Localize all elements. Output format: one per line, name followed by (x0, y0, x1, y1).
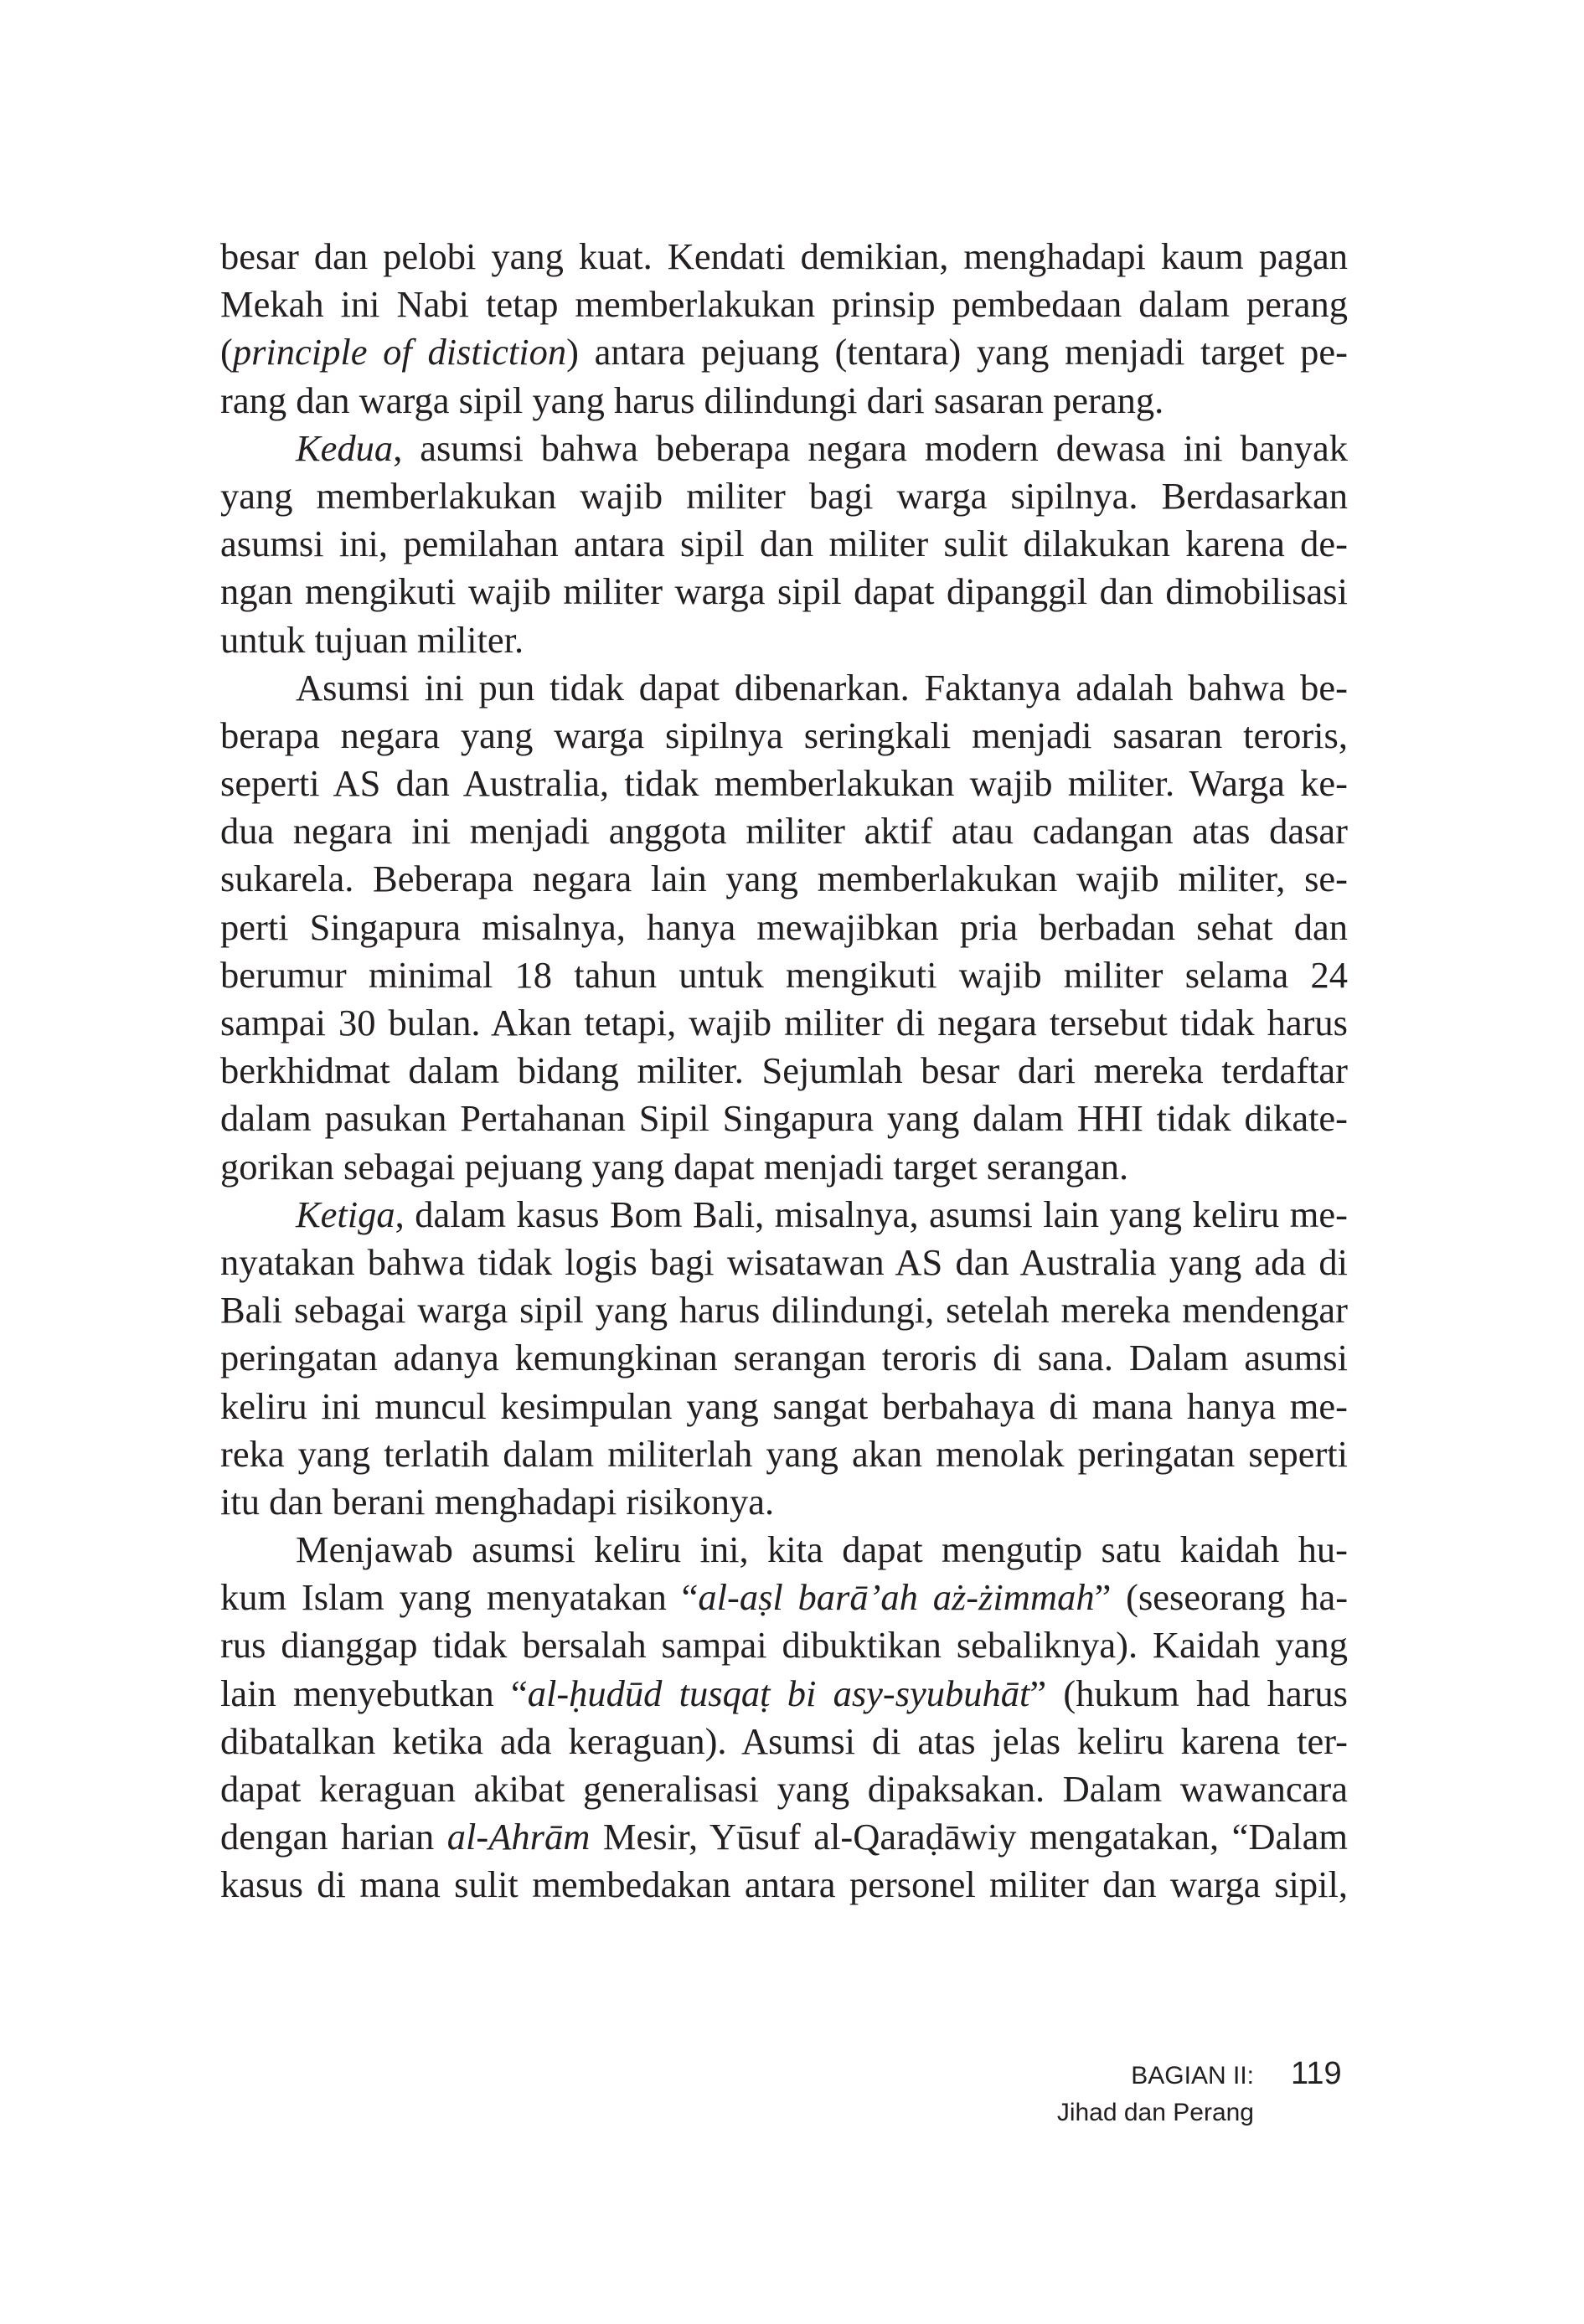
text-segment: Mesir, Yūsuf al-Qaraḍāwiy mengatakan, “Dalam (590, 1816, 1348, 1858)
text-segment: rus dianggap tidak bersalah sampai dibuktikan sebaliknya). Kaidah yang (220, 1624, 1348, 1667)
text-line (220, 1430, 1348, 1478)
text-segment: yang memberlakukan wajib militer bagi warga sipilnya. Berdasarkan (220, 474, 1348, 517)
text-line (220, 281, 1348, 328)
text-line (220, 1334, 1348, 1382)
text-line (220, 377, 1348, 425)
text-line (220, 1861, 1348, 1909)
text-line (220, 1621, 1348, 1669)
text-segment: keliru ini muncul kesimpulan yang sangat berbahaya di mana hanya me- (220, 1384, 1348, 1427)
text-line (220, 520, 1348, 568)
text-segment: ngan mengikuti wajib militer warga sipil dapat dipanggil dan dimobilisasi (220, 570, 1348, 613)
text-segment: ( (220, 331, 233, 374)
text-segment: seperti AS dan Australia, tidak memberlakukan wajib militer. Warga ke- (220, 762, 1348, 805)
text-line (220, 1670, 1348, 1718)
text-segment: peringatan adanya kemungkinan serangan teroris di sana. Dalam asumsi (220, 1337, 1348, 1379)
text-segment: lain menyebutkan “ (220, 1672, 528, 1714)
text-line (220, 951, 1348, 999)
text-segment: Asumsi ini pun tidak dapat dibenarkan. Faktanya adalah bahwa be- (296, 666, 1348, 709)
text-line (220, 472, 1348, 520)
italic-text-segment: al-ḥudūd tusqaṭ bi asy-syubuhāt (527, 1672, 1030, 1714)
text-segment: untuk tujuan militer. (220, 618, 524, 661)
text-segment: , dalam kasus Bom Bali, misalnya, asumsi lain yang keliru me- (395, 1193, 1348, 1235)
text-segment: , asumsi bahwa beberapa negara modern dewasa ini banyak (393, 426, 1348, 469)
italic-text-segment: al-aṣl barā’ah aż-żimmah (698, 1576, 1095, 1619)
italic-text-segment: Ketiga (296, 1193, 395, 1235)
text-segment: nyatakan bahwa tidak logis bagi wisatawan AS dan Australia yang ada di (220, 1240, 1348, 1283)
text-line (220, 328, 1348, 376)
text-line (220, 807, 1348, 855)
text-segment: reka yang terlatih dalam militerlah yang akan menolak peringatan seperti (220, 1432, 1348, 1475)
text-line (220, 1718, 1348, 1765)
text-line (220, 1765, 1348, 1813)
text-line (220, 855, 1348, 903)
text-line (220, 616, 1348, 664)
text-segment: itu dan berani menghadapi risikonya. (220, 1480, 775, 1523)
text-segment: berkhidmat dalam bidang militer. Sejumlah besar dari mereka terdaftar (220, 1049, 1348, 1092)
text-segment: kum Islam yang menyatakan “ (220, 1576, 699, 1619)
text-line (220, 1143, 1348, 1191)
text-line (220, 425, 1348, 472)
text-line (220, 568, 1348, 616)
text-line (220, 1478, 1348, 1526)
text-segment: sampai 30 bulan. Akan tetapi, wajib militer di negara tersebut tidak harus (220, 1002, 1348, 1043)
text-segment: dalam pasukan Pertahanan Sipil Singapura yang dalam HHI tidak dikate- (220, 1097, 1348, 1140)
italic-text-segment: Kedua (296, 426, 394, 469)
text-segment: sukarela. Beberapa negara lain yang memberlakukan wajib militer, se- (220, 858, 1348, 900)
text-segment: berumur minimal 18 tahun untuk mengikuti wajib militer selama 24 (220, 953, 1348, 996)
text-line (220, 1047, 1348, 1095)
text-segment: dapat keraguan akibat generalisasi yang dipaksakan. Dalam wawancara (220, 1768, 1348, 1810)
text-line (220, 1526, 1348, 1574)
text-segment: Mekah ini Nabi tetap memberlakukan prinsip pembedaan dalam perang (220, 283, 1348, 326)
body-text (220, 233, 1348, 1909)
section-title: Jihad dan Perang (1056, 2099, 1254, 2126)
text-line (220, 999, 1348, 1047)
text-segment: ” (seseorang ha- (1094, 1576, 1349, 1619)
running-footer (1057, 2058, 1254, 2131)
text-line (220, 1239, 1348, 1286)
text-line (220, 1095, 1348, 1142)
text-segment: ” (hukum had harus (1029, 1672, 1348, 1714)
text-segment: asumsi ini, pemilahan antara sipil dan militer sulit dilakukan karena de- (220, 523, 1348, 565)
text-segment: berapa negara yang warga sipilnya seringkali menjadi sasaran teroris, (220, 714, 1348, 756)
text-segment: gorikan sebagai pejuang yang dapat menjadi target serangan. (220, 1145, 1129, 1188)
text-line (220, 1286, 1348, 1334)
text-segment: rang dan warga sipil yang harus dilindungi dari sasaran perang. (220, 379, 1164, 421)
text-segment: dengan harian (220, 1816, 447, 1858)
page-number: 119 (1291, 2056, 1342, 2091)
text-segment: Bali sebagai warga sipil yang harus dilindungi, setelah mereka mendengar (220, 1289, 1348, 1332)
italic-text-segment: al-Ahrām (446, 1816, 591, 1858)
text-segment: dibatalkan ketika ada keraguan). Asumsi di atas jelas keliru karena ter- (220, 1719, 1348, 1762)
text-segment: besar dan pelobi yang kuat. Kendati demikian, menghadapi kaum pagan (220, 235, 1348, 277)
text-line (220, 1191, 1348, 1239)
text-segment: perti Singapura misalnya, hanya mewajibkan pria berbadan sehat dan (220, 905, 1348, 948)
text-segment: ) antara pejuang (tentara) yang menjadi target pe- (566, 331, 1349, 374)
italic-text-segment: principle of distiction (232, 331, 567, 374)
text-segment: Menjawab asumsi keliru ini, kita dapat mengutip satu kaidah hu- (296, 1528, 1348, 1571)
section-label: BAGIAN II: (1131, 2062, 1254, 2090)
text-segment: kasus di mana sulit membedakan antara personel militer dan warga sipil, (220, 1863, 1348, 1906)
text-line (220, 904, 1348, 951)
text-line (220, 760, 1348, 807)
text-line (220, 233, 1348, 281)
text-line (220, 664, 1348, 712)
text-line (220, 1574, 1348, 1621)
text-segment: dua negara ini menjadi anggota militer aktif atau cadangan atas dasar (220, 810, 1348, 853)
text-line (220, 1383, 1348, 1430)
text-line (220, 1813, 1348, 1861)
text-line (220, 712, 1348, 760)
